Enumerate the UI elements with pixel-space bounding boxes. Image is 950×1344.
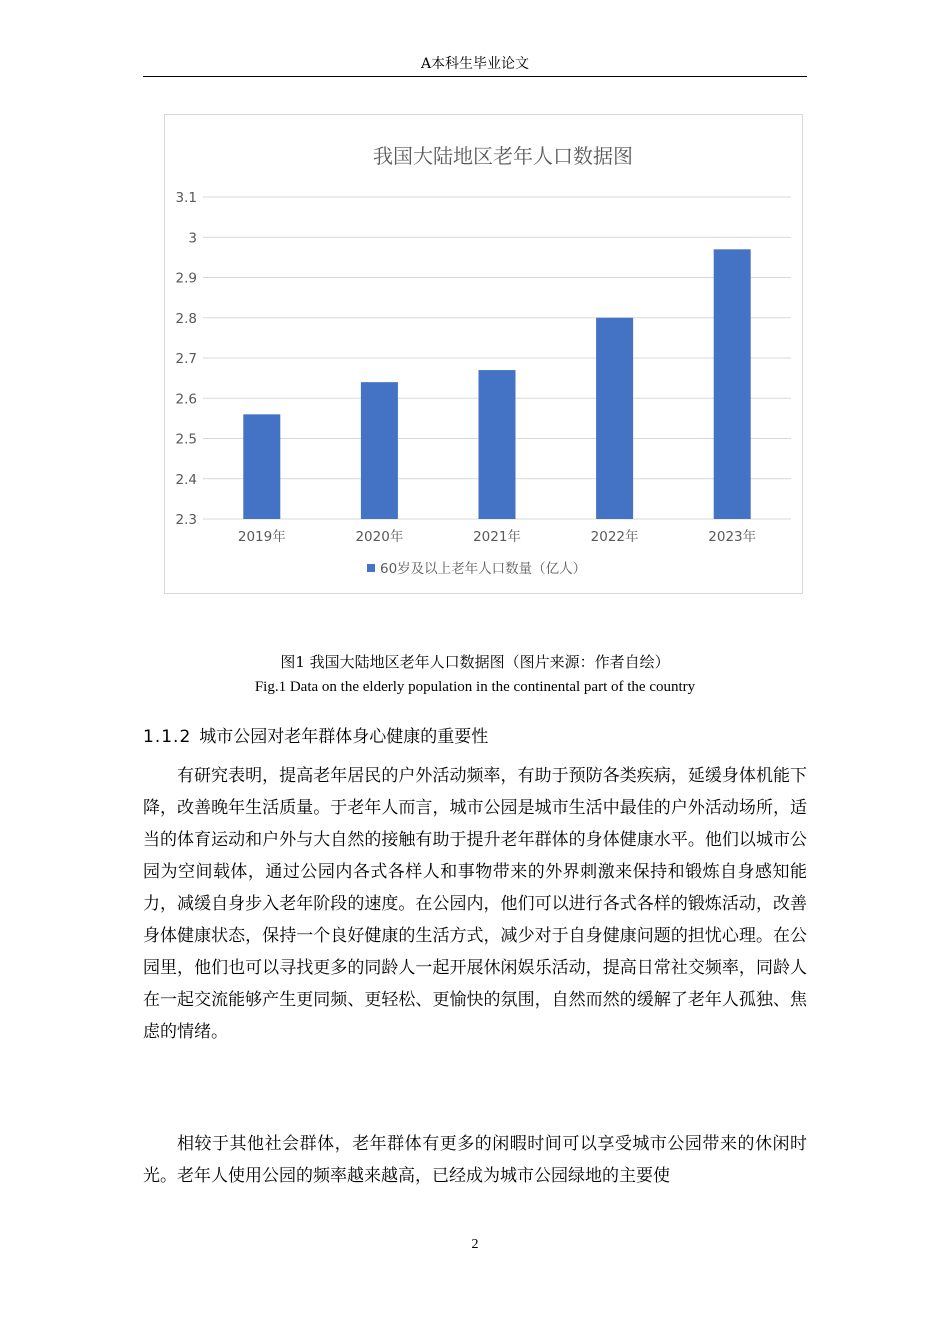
x-tick-label-2: 2021年 [473, 529, 521, 545]
bar-4 [714, 249, 751, 519]
legend-swatch [367, 564, 375, 572]
page-number: 2 [471, 1237, 479, 1252]
y-tick-label-4: 2.7 [175, 351, 197, 367]
x-tick-label-4: 2023年 [708, 529, 757, 545]
figure-caption-cn: 图1 我国大陆地区老年人口数据图（图片来源：作者自绘） [280, 653, 670, 671]
section-number: 1.1.2 [143, 727, 192, 747]
bar-1 [361, 382, 398, 519]
y-tick-label-1: 2.4 [175, 471, 197, 488]
paragraph-1: 有研究表明，提高老年居民的户外活动频率，有助于预防各类疾病，延缓身体机能下降，改善晚年生活质量。于老年人而言，城市公园是城市生活中最佳的户外活动场所，适当的体育运动和户外与大自然的接触有助于提升老年群体的身体健康水平。他们以城市公园为空间载体，通过公园内各式各样人和事物带来的外界刺激来保持和锻炼自身感知能力，减缓自身步入老年阶段的速度。在公园内，他们可以进行各式各样的锻炼活动，改善身体健康状态，保持一个良好健康的生活方式，减少对于自身健康问题的担忧心理。在公园里，他们也可以寻找更多的同龄人一起开展休闲娱乐活动，提高日常社交频率，同龄人在一起交流能够产生更同频、更轻松、更愉快的氛围，自然而然的缓解了老年人孤独、焦虑的情绪。 [143, 766, 807, 1042]
y-tick-label-2: 2.5 [175, 431, 197, 448]
page-header: A本科生毕业论文 [420, 56, 530, 72]
bar-3 [596, 318, 633, 519]
y-tick-label-6: 2.9 [175, 270, 197, 287]
x-tick-label-3: 2022年 [590, 529, 639, 545]
bar-0 [243, 414, 280, 519]
legend-label: 60岁及以上老年人口数量（亿人） [380, 561, 587, 577]
section-title: 城市公园对老年群体身心健康的重要性 [199, 727, 489, 747]
chart-container [164, 114, 803, 594]
chart-title: 我国大陆地区老年人口数据图 [373, 144, 633, 168]
x-tick-label-1: 2020年 [355, 529, 404, 545]
paragraph-2: 相较于其他社会群体，老年群体有更多的闲暇时间可以享受城市公园带来的休闲时光。老年人使用公园的频率越来越高，已经成为城市公园绿地的主要使 [143, 1134, 807, 1186]
x-tick-label-0: 2019年 [237, 529, 286, 545]
y-tick-label-3: 2.6 [175, 391, 197, 408]
figure-caption-en: Fig.1 Data on the elderly population in the continental part of the country [254, 679, 696, 695]
y-tick-label-0: 2.3 [175, 512, 197, 528]
y-tick-label-5: 2.8 [175, 310, 197, 327]
y-tick-label-7: 3 [188, 230, 197, 247]
bar-2 [479, 370, 516, 519]
y-tick-label-8: 3.1 [175, 190, 197, 206]
section-heading [143, 726, 488, 748]
header-rule [143, 76, 807, 77]
bar-chart [165, 115, 802, 593]
